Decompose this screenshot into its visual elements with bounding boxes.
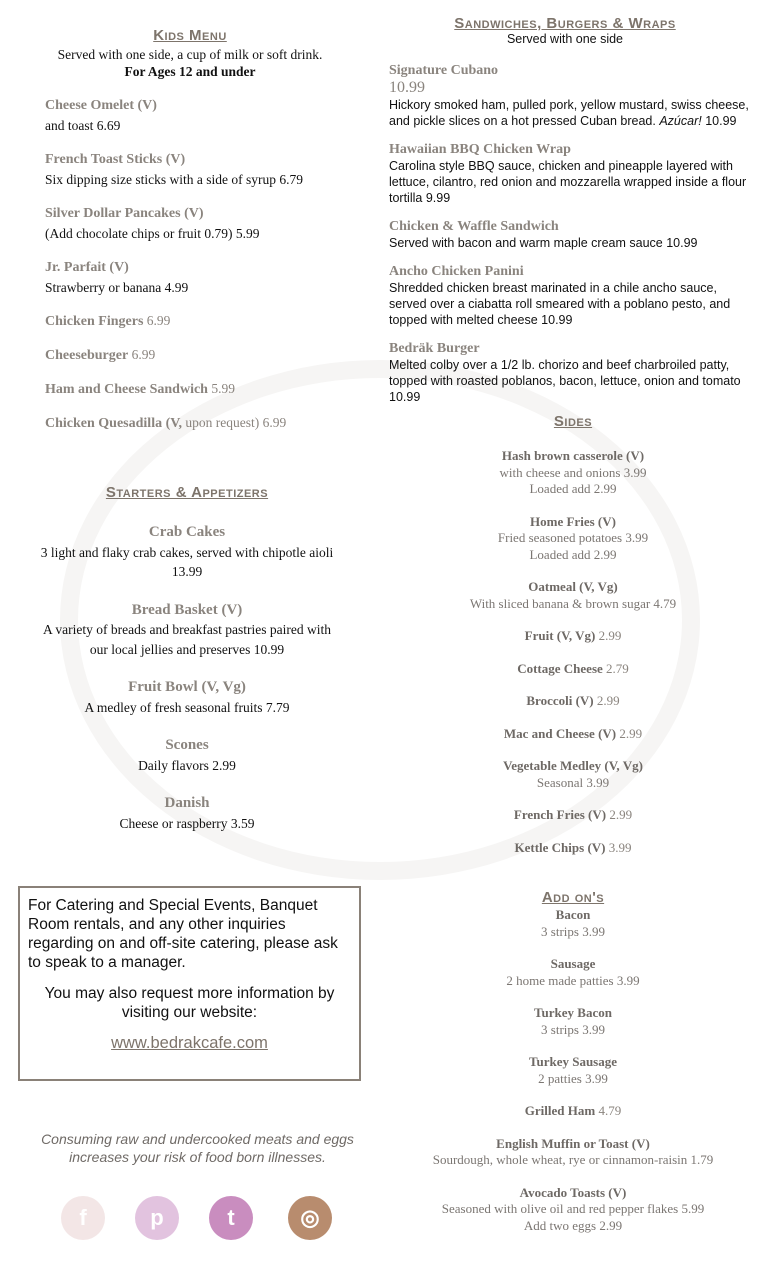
menu-item-price: 3.99 — [608, 839, 632, 855]
menu-item-name: Broccoli (V) — [526, 693, 594, 708]
menu-item — [45, 413, 375, 434]
menu-item-name-line — [380, 693, 766, 710]
menu-item-name-line — [389, 218, 749, 235]
menu-item-price: 6.99 — [146, 313, 171, 328]
menu-item — [380, 448, 766, 498]
menu-item — [389, 62, 749, 129]
menu-item-name-line — [45, 149, 375, 170]
menu-item-name-line — [0, 522, 374, 543]
menu-item-name-line — [380, 661, 766, 678]
menu-item-name-line — [45, 345, 375, 366]
catering-more-info: You may also request more information by visiting our website: — [44, 985, 335, 1021]
menu-item-description: Add two eggs 2.99 — [523, 1217, 623, 1233]
catering-info-box — [18, 886, 361, 1081]
sandwiches-heading: Sandwiches, Burgers & Wraps — [454, 15, 676, 32]
menu-item-description: with cheese and onions 3.99 — [499, 464, 647, 480]
menu-item-name: Kettle Chips (V) — [514, 839, 606, 855]
menu-item-name: Signature Cubano — [389, 63, 499, 78]
menu-item-name-line — [389, 340, 749, 357]
menu-item — [380, 840, 766, 857]
menu-item — [380, 726, 766, 743]
menu-item-name-line — [0, 677, 374, 698]
menu-item-description — [389, 357, 749, 405]
menu-item-description: Loaded add 2.99 — [529, 546, 617, 562]
menu-item-description-text: Six dipping size sticks with a side of syrup 6.79 — [45, 172, 303, 187]
menu-item — [380, 514, 766, 564]
menu-item-name: Turkey Bacon — [534, 1005, 612, 1020]
menu-item-name: Cheeseburger — [45, 348, 129, 363]
menu-item-description: Fried seasoned potatoes 3.99 — [497, 530, 649, 545]
menu-item-name-line — [380, 448, 766, 465]
menu-item-description: With sliced banana & brown sugar 4.79 — [469, 595, 677, 611]
menu-item — [389, 141, 749, 206]
menu-item-description-text: and toast 6.69 — [45, 118, 121, 133]
menu-item-description: 2 home made patties 3.99 — [506, 972, 640, 988]
menu-item-name: Bread Basket (V) — [131, 601, 243, 618]
menu-item-name: Vegetable Medley (V, Vg) — [503, 758, 643, 773]
menu-item — [389, 340, 749, 405]
menu-item-name: English Muffin or Toast (V) — [496, 1135, 650, 1151]
menu-item-description-text: Served with bacon and warm maple cream sauce 10.99 — [389, 236, 698, 250]
menu-item — [380, 1103, 766, 1120]
menu-item-name: Turkey Sausage — [528, 1054, 618, 1069]
menu-item-name: Fruit Bowl (V, Vg) — [128, 679, 246, 695]
menu-item-name-line — [380, 726, 766, 743]
menu-item-name: Cheese Omelet (V) — [45, 98, 157, 113]
menu-item-name-line — [45, 95, 375, 116]
menu-item-name-line — [380, 807, 766, 824]
menu-item-description: A medley of fresh seasonal fruits 7.79 — [84, 699, 290, 715]
menu-item — [380, 1185, 766, 1235]
menu-item-name-line — [380, 579, 766, 596]
menu-item-name-line — [380, 1136, 766, 1153]
menu-item-name: Grilled Ham — [524, 1103, 596, 1118]
menu-item-price: 2.99 — [598, 628, 622, 643]
menu-item-name: Bedräk Burger — [389, 341, 480, 356]
menu-item-tagline: Azúcar! — [659, 114, 702, 128]
menu-item — [380, 628, 766, 645]
menu-item — [45, 203, 375, 244]
menu-item — [0, 677, 374, 717]
menu-item-description — [45, 278, 375, 298]
menu-item — [380, 1136, 766, 1169]
menu-item-description — [389, 280, 749, 328]
sandwiches-list — [389, 62, 749, 417]
menu-item-name-line — [0, 735, 374, 756]
menu-item — [389, 263, 749, 328]
kids-menu-list — [45, 95, 375, 447]
menu-item-name-line — [380, 758, 766, 775]
disclaimer-line: Consuming raw and undercooked meats and eggs — [41, 1131, 354, 1147]
menu-item — [0, 793, 374, 833]
menu-item-name-line — [380, 840, 766, 857]
facebook-icon[interactable]: f — [61, 1196, 105, 1240]
menu-item-description: Sourdough, whole wheat, rye or cinnamon-raisin 1.79 — [432, 1152, 714, 1167]
menu-item-name: Ham and Cheese Sandwich — [45, 382, 208, 397]
starters-list — [0, 522, 374, 851]
instagram-icon[interactable]: ◎ — [288, 1196, 332, 1240]
menu-item-name: French Toast Sticks (V) — [45, 152, 186, 167]
menu-item-price: 10.99 — [701, 114, 737, 128]
menu-item-price: 2.99 — [619, 725, 643, 741]
menu-item-description — [389, 97, 749, 129]
menu-item-name: Cottage Cheese — [517, 660, 603, 676]
menu-item-name: Chicken Fingers — [45, 314, 144, 329]
menu-item-description — [45, 170, 375, 190]
menu-item-name-line — [380, 514, 766, 531]
menu-item-name-line — [0, 600, 374, 621]
menu-item-name: Oatmeal (V, Vg) — [528, 579, 618, 594]
menu-item-description-text: Melted colby over a 1/2 lb. chorizo and beef charbroiled patty, topped with roasted poblanos, bacon, lettuce, onion and tomato 10.99 — [389, 358, 741, 404]
menu-item-name-line — [45, 311, 375, 332]
menu-item-name-line — [45, 257, 375, 278]
menu-item-description-text: Carolina style BBQ sauce, chicken and pineapple layered with lettuce, cilantro, red onion and mozzarella wrapped inside a flour tortilla 9.99 — [389, 159, 747, 205]
menu-item-price: upon request) 6.99 — [185, 415, 287, 430]
menu-item — [45, 257, 375, 298]
menu-item-name: Hash brown casserole (V) — [501, 448, 645, 463]
menu-item-name-line — [45, 379, 375, 400]
menu-item — [389, 218, 749, 251]
menu-item-name: Silver Dollar Pancakes (V) — [45, 206, 204, 221]
sides-list — [380, 448, 766, 872]
menu-item-name: Fruit (V, Vg) — [524, 628, 596, 643]
menu-item — [0, 600, 374, 660]
menu-item-description: 2 patties 3.99 — [538, 1070, 608, 1086]
menu-item-name-line — [380, 1054, 766, 1071]
menu-item — [380, 1005, 766, 1038]
twitter-icon[interactable]: t — [209, 1196, 253, 1240]
menu-item-description: Seasonal 3.99 — [536, 774, 610, 790]
menu-item-name: Hawaiian BBQ Chicken Wrap — [389, 142, 571, 157]
menu-item-description: our local jellies and preserves 10.99 — [89, 641, 285, 657]
menu-item-description: 13.99 — [171, 564, 203, 579]
menu-item-name: Danish — [164, 795, 210, 811]
menu-item-price: 5.99 — [211, 381, 235, 396]
menu-item-name: Chicken & Waffle Sandwich — [389, 219, 559, 234]
menu-item — [380, 956, 766, 989]
menu-item-description: 3 strips 3.99 — [541, 923, 605, 939]
menu-item-description-text: Shredded chicken breast marinated in a chile ancho sauce, served over a ciabatta roll smeared with a poblano pesto, and topped with melted cheese 10.99 — [389, 281, 731, 327]
pinterest-icon[interactable]: p — [135, 1196, 179, 1240]
menu-item-description: Loaded add 2.99 — [529, 481, 617, 496]
menu-item-name: Avocado Toasts (V) — [519, 1184, 627, 1200]
menu-item-description: Cheese or raspberry 3.59 — [119, 815, 255, 831]
menu-item-name: Crab Cakes — [148, 524, 226, 540]
menu-item-price: 2.99 — [609, 807, 633, 822]
menu-item — [380, 758, 766, 791]
menu-item-description: Seasoned with olive oil and red pepper flakes 5.99 — [441, 1201, 705, 1216]
menu-item — [45, 311, 375, 332]
menu-item-description-text: Hickory smoked ham, pulled pork, yellow mustard, swiss cheese, and pickle slices on a hot pressed Cuban bread. — [389, 98, 749, 128]
menu-item-price: 6.99 — [131, 347, 156, 362]
kids-menu-subtitle: Served with one side, a cup of milk or soft drink. — [57, 47, 323, 62]
menu-item — [0, 735, 374, 775]
menu-item-name: Scones — [165, 737, 209, 753]
sandwiches-subtitle: Served with one side — [506, 32, 624, 46]
menu-item-price: 4.79 — [598, 1103, 622, 1118]
menu-item-name-line — [380, 956, 766, 973]
menu-item-name: Mac and Cheese (V) — [503, 725, 617, 741]
menu-item-name-line — [380, 628, 766, 645]
addons-list — [380, 907, 766, 1250]
sides-heading: Sides — [553, 413, 593, 430]
disclaimer-line: increases your risk of food born illnesses. — [69, 1149, 326, 1165]
menu-item-name: Ancho Chicken Panini — [389, 264, 524, 279]
menu-item-price: 10.99 — [389, 79, 425, 96]
menu-item-description: 3 light and flaky crab cakes, served with chipotle aioli — [40, 544, 334, 560]
menu-item-name-line — [45, 203, 375, 224]
starters-heading: Starters & Appetizers — [105, 484, 269, 501]
menu-item-description-text: Strawberry or banana 4.99 — [45, 280, 189, 295]
kids-menu-ages: For Ages 12 and under — [124, 64, 256, 79]
menu-item-name: Chicken Quesadilla (V, — [45, 416, 183, 431]
menu-item-name: Bacon — [555, 907, 591, 922]
menu-item — [380, 579, 766, 612]
menu-item-name-line — [380, 1103, 766, 1120]
menu-item-description — [389, 158, 749, 206]
menu-item-description — [45, 116, 375, 136]
menu-item-description: A variety of breads and breakfast pastries paired with — [43, 622, 331, 637]
menu-item-description: Daily flavors 2.99 — [138, 757, 236, 773]
menu-item — [380, 693, 766, 710]
menu-item-name-line — [380, 907, 766, 924]
website-link[interactable]: www.bedrakcafe.com — [111, 1034, 268, 1052]
addons-heading: Add on's — [541, 889, 605, 906]
menu-item-description — [45, 224, 375, 244]
menu-item — [45, 149, 375, 190]
menu-item — [380, 1054, 766, 1087]
menu-item-name-line — [380, 1185, 766, 1202]
menu-item — [0, 522, 374, 582]
menu-item-name-line — [0, 793, 374, 814]
menu-item-name: Home Fries (V) — [530, 513, 616, 529]
menu-item-name: Jr. Parfait (V) — [45, 260, 129, 275]
menu-item — [380, 661, 766, 678]
menu-item-name-line — [389, 62, 749, 97]
menu-item-name-line — [380, 1005, 766, 1022]
menu-item-description: 3 strips 3.99 — [541, 1021, 605, 1037]
menu-item — [380, 807, 766, 824]
menu-item-description — [389, 235, 749, 251]
menu-item — [45, 95, 375, 136]
kids-menu-heading: Kids Menu — [153, 27, 227, 44]
menu-item — [380, 907, 766, 940]
food-safety-disclaimer — [0, 1130, 395, 1166]
menu-item — [45, 379, 375, 400]
menu-item-name: French Fries (V) — [513, 807, 607, 822]
menu-item-price: 2.79 — [606, 660, 629, 676]
menu-item — [45, 345, 375, 366]
menu-item-name: Sausage — [550, 956, 596, 971]
menu-item-price: 2.99 — [596, 693, 620, 708]
menu-item-description-text: (Add chocolate chips or fruit 0.79) 5.99 — [45, 226, 260, 241]
catering-text: For Catering and Special Events, Banquet Room rentals, and any other inquiries regarding on and off-site catering, please ask to speak to a manager. — [28, 897, 338, 971]
menu-item-name-line — [389, 141, 749, 158]
menu-item-name-line — [45, 413, 375, 434]
menu-item-name-line — [389, 263, 749, 280]
